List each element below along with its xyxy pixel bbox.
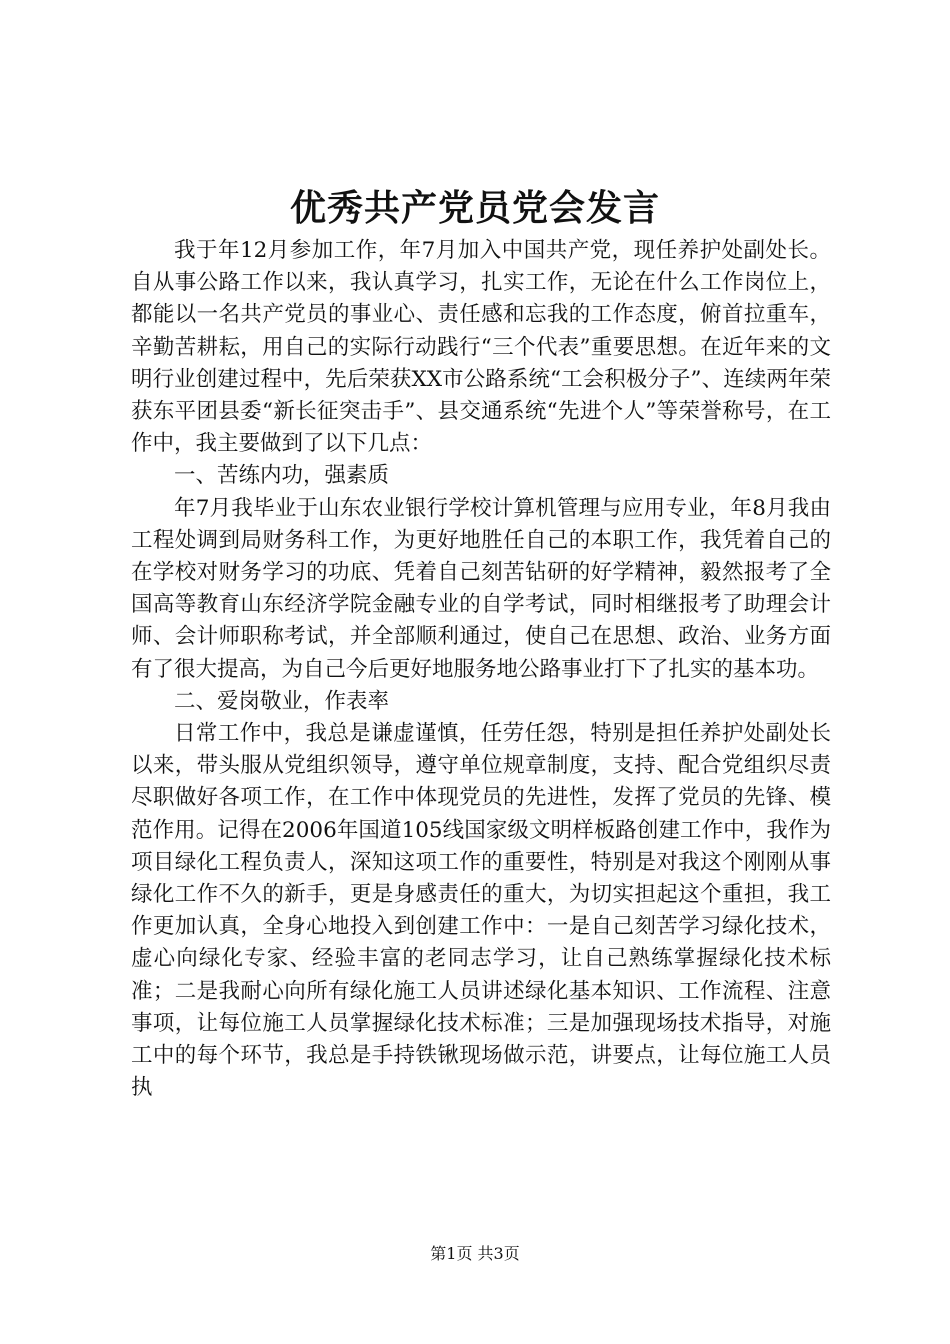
paragraph-section-1: 年7月我毕业于山东农业银行学校计算机管理与应用专业，年8月我由工程处调到局财务科工作，为更好地胜任自己的本职工作，我凭着自己的在学校对财务学习的功底、凭着自己刻苦钻研的好学精神，毅然报考了全国高等教育山东经济学院金融专业的自学考试，同时相继报考了助理会计师、会计师职称考试，并全部顺利通过，使自己在思想、政治、业务方面有了很大提高，为自己今后更好地服务地公路事业打下了扎实的基本功。 — [131, 495, 831, 682]
paragraph-intro: 我于年12月参加工作，年7月加入中国共产党，现任养护处副处长。自从事公路工作以来，我认真学习，扎实工作，无论在什么工作岗位上，都能以一名共产党员的事业心、责任感和忘我的工作态度，俯首拉重车，辛勤苦耕耘，用自己的实际行动践行“三个代表”重要思想。在近年来的文明行业创建过程中，先后荣获XX市公路系统“工会积极分子”、连续两年荣获东平团县委“新长征突击手”、县交通系统“先进个人”等荣誉称号，在工作中，我主要做到了以下几点： — [131, 238, 831, 457]
page-footer: 第1页 共3页 — [430, 1244, 520, 1263]
paragraph-section-2: 日常工作中，我总是谦虚谨慎，任劳任怨，特别是担任养护处副处长以来，带头服从党组织领导，遵守单位规章制度，支持、配合党组织尽责尽职做好各项工作，在工作中体现党员的先进性，发挥了党员的先锋、模范作用。记得在2006年国道105线国家级文明样板路创建工作中，我作为项目绿化工程负责人，深知这项工作的重要性，特别是对我这个刚刚从事绿化工作不久的新手，更是身感责任的重大，为切实担起这个重担，我工作更加认真，全身心地投入到创建工作中：一是自己刻苦学习绿化技术，虚心向绿化专家、经验丰富的老同志学习，让自己熟练掌握绿化技术标准；二是我耐心向所有绿化施工人员讲述绿化基本知识、工作流程、注意事项，让每位施工人员掌握绿化技术标准；三是加强现场技术指导，对施工中的每个环节，我总是手持铁锹现场做示范，讲要点，让每位施工人员执 — [131, 721, 831, 1101]
section-heading-1: 一、苦练内功，强素质 — [174, 463, 390, 489]
document-title: 优秀共产党员党会发言 — [289, 187, 660, 229]
section-heading-2: 二、爱岗敬业，作表率 — [174, 688, 390, 714]
document-body — [131, 235, 831, 1104]
